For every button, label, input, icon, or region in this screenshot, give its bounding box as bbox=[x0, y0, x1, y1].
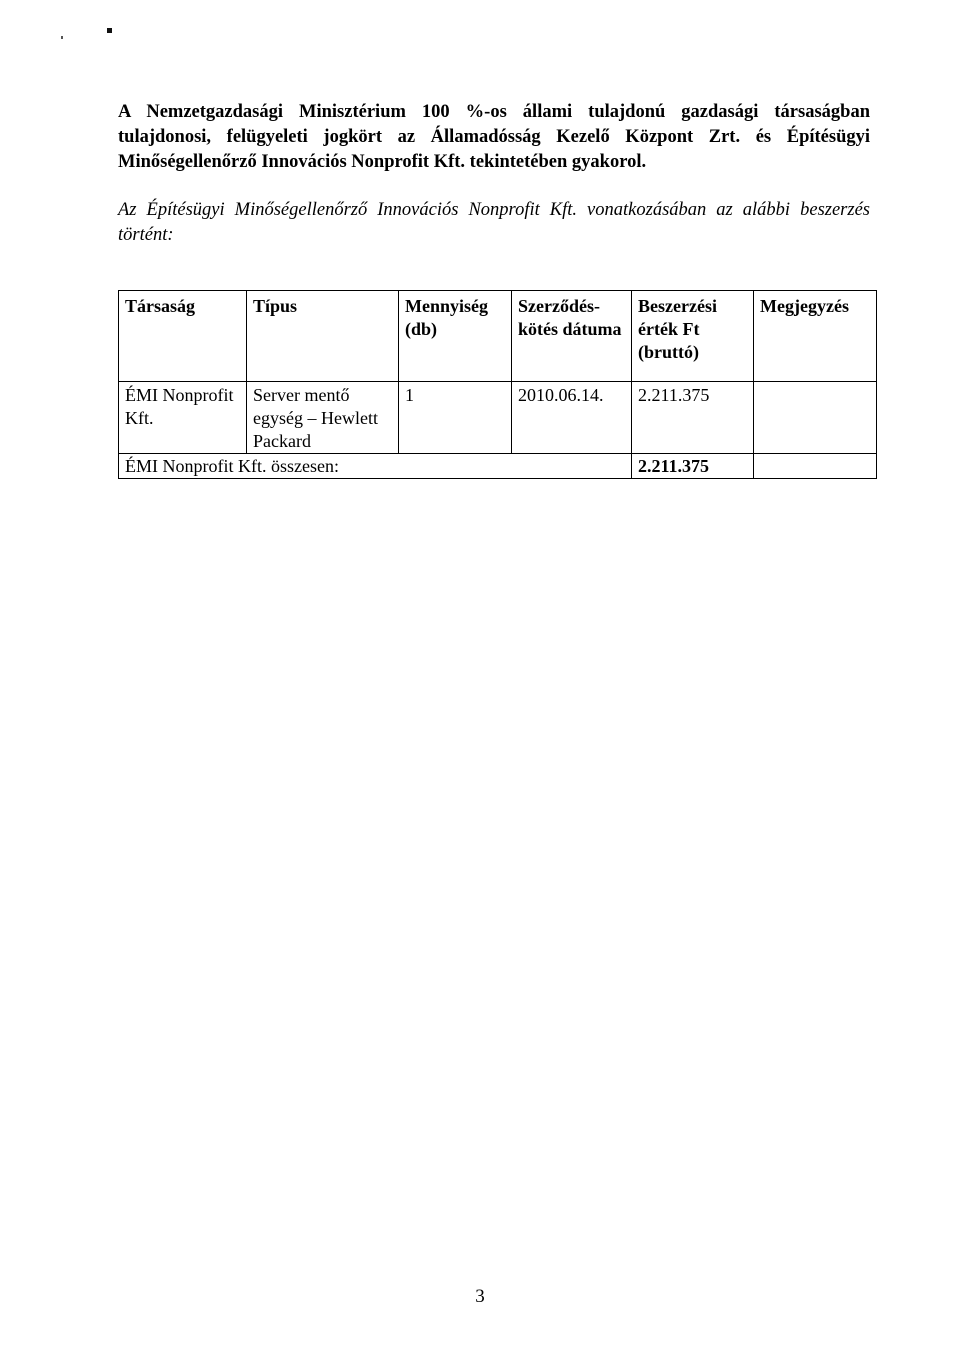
cell-company: ÉMI Nonprofit Kft. bbox=[119, 382, 247, 454]
table-header-row bbox=[119, 291, 877, 382]
header-type: Típus bbox=[247, 291, 399, 382]
table-row bbox=[119, 382, 877, 454]
total-note bbox=[754, 454, 877, 479]
cell-note bbox=[754, 382, 877, 454]
page-number: 3 bbox=[475, 1286, 485, 1307]
header-company: Társaság bbox=[119, 291, 247, 382]
scan-artifact-tick bbox=[61, 36, 63, 39]
cell-contract-date: 2010.06.14. bbox=[512, 382, 632, 454]
total-row bbox=[119, 454, 877, 479]
procurement-table bbox=[118, 290, 877, 479]
header-quantity: Mennyiség (db) bbox=[399, 291, 512, 382]
header-value: Beszerzési érték Ft (bruttó) bbox=[632, 291, 754, 382]
header-contract-date: Szerződés-kötés dátuma bbox=[512, 291, 632, 382]
total-label: ÉMI Nonprofit Kft. összesen: bbox=[119, 454, 632, 479]
procurement-subtitle: Az Építésügyi Minőségellenőrző Innovációs Nonprofit Kft. vonatkozásában az alábbi beszerzés történt: bbox=[118, 200, 870, 245]
total-value: 2.211.375 bbox=[632, 454, 754, 479]
cell-type: Server mentő egység – Hewlett Packard bbox=[247, 382, 399, 454]
cell-quantity: 1 bbox=[399, 382, 512, 454]
header-note: Megjegyzés bbox=[754, 291, 877, 382]
cell-value: 2.211.375 bbox=[632, 382, 754, 454]
scan-artifact-mark bbox=[107, 28, 112, 33]
intro-paragraph: A Nemzetgazdasági Minisztérium 100 %-os állami tulajdonú gazdasági társaságban tulajdonosi, felügyeleti jogkört az Államadósság Kezelő Központ Zrt. és Építésügyi Minőségellenőrző Innovációs Nonprofit Kft. tekintetében gyakorol. bbox=[118, 102, 870, 172]
